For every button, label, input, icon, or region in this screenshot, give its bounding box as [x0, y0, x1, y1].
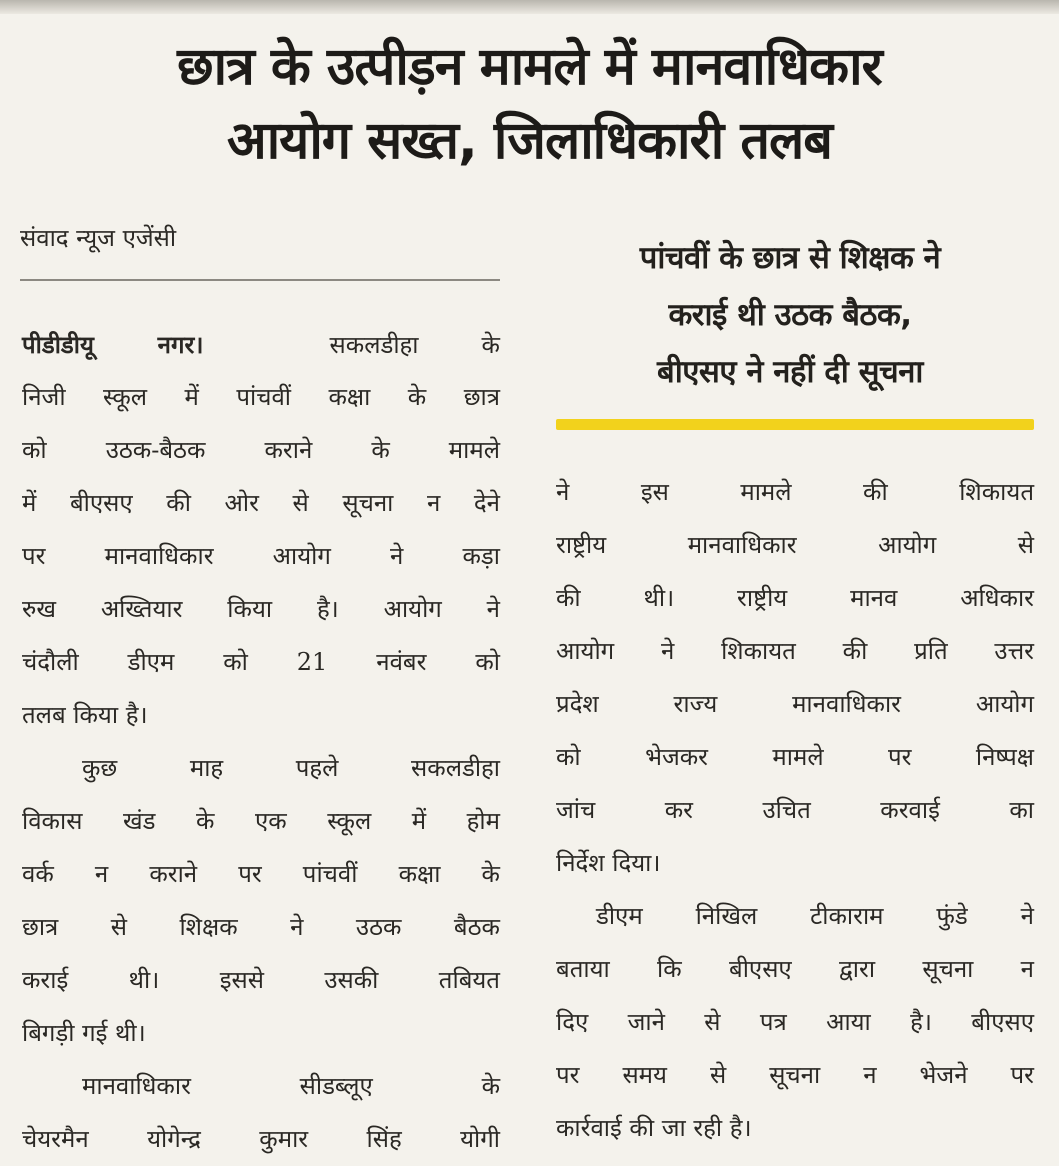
- body-line: पर समय से सूचना न भेजने पर: [556, 1061, 1034, 1089]
- body-line: मानवाधिकार सीडब्लूए के: [82, 1072, 500, 1100]
- body-line: पर मानवाधिकार आयोग ने कड़ा: [22, 542, 500, 570]
- body-line: प्रदेश राज्य मानवाधिकार आयोग: [556, 690, 1034, 718]
- byline-divider: [20, 279, 500, 281]
- body-line: विकास खंड के एक स्कूल में होम: [22, 807, 500, 835]
- subheadline: [540, 230, 1040, 401]
- body-column-left: [22, 318, 500, 1166]
- subheadline-line-3: बीएसए ने नहीं दी सूचना: [657, 354, 923, 390]
- dateline: पीडीडीयू नगर।: [22, 330, 204, 359]
- body-line: कुछ माह पहले सकलडीहा: [82, 754, 500, 782]
- body-line: बताया कि बीएसए द्वारा सूचना न: [556, 955, 1034, 983]
- body-line: चेयरमैन योगेन्द्र कुमार सिंह योगी: [22, 1125, 500, 1153]
- body-line: निर्देश दिया।: [556, 849, 661, 877]
- body-text: सकलडीहा के: [329, 331, 500, 359]
- subheadline-line-2: कराई थी उठक बैठक,: [668, 297, 912, 333]
- body-line: की थी। राष्ट्रीय मानव अधिकार: [556, 584, 1034, 612]
- body-line: बिगड़ी गई थी।: [22, 1019, 146, 1047]
- body-line: ने इस मामले की शिकायत: [556, 478, 1034, 506]
- headline-line-2: आयोग सख्त, जिलाधिकारी तलब: [227, 111, 832, 171]
- body-line: कार्रवाई की जा रही है।: [556, 1114, 752, 1142]
- body-line: कराई थी। इससे उसकी तबियत: [22, 966, 500, 994]
- body-line: डीएम निखिल टीकाराम फुंडे ने: [596, 902, 1034, 930]
- subheadline-accent-bar: [556, 419, 1034, 430]
- body-line: तलब किया है।: [22, 701, 148, 729]
- body-line: राष्ट्रीय मानवाधिकार आयोग से: [556, 531, 1034, 559]
- body-line: को उठक-बैठक कराने के मामले: [22, 436, 500, 464]
- subheadline-line-1: पांचवीं के छात्र से शिक्षक ने: [639, 240, 941, 276]
- body-line: में बीएसए की ओर से सूचना न देने: [22, 489, 500, 517]
- body-column-right: [556, 466, 1034, 1155]
- body-line: छात्र से शिक्षक ने उठक बैठक: [22, 913, 500, 941]
- byline: संवाद न्यूज एजेंसी: [20, 224, 177, 252]
- body-line: जांच कर उचित करवाई का: [556, 796, 1034, 824]
- body-line: [22, 318, 500, 371]
- body-line: दिए जाने से पत्र आया है। बीएसए: [556, 1008, 1034, 1036]
- body-line: वर्क न कराने पर पांचवीं कक्षा के: [22, 860, 500, 888]
- headline: [0, 30, 1059, 178]
- body-line: आयोग ने शिकायत की प्रति उत्तर: [556, 637, 1034, 665]
- body-line: रुख अख्तियार किया है। आयोग ने: [22, 595, 500, 623]
- body-line: चंदौली डीएम को 21 नवंबर को: [22, 648, 500, 676]
- body-line: निजी स्कूल में पांचवीं कक्षा के छात्र: [22, 383, 500, 411]
- page-top-strip: [0, 0, 1059, 14]
- body-line: को भेजकर मामले पर निष्पक्ष: [556, 743, 1034, 771]
- headline-line-1: छात्र के उत्पीड़न मामले में मानवाधिकार: [177, 37, 882, 97]
